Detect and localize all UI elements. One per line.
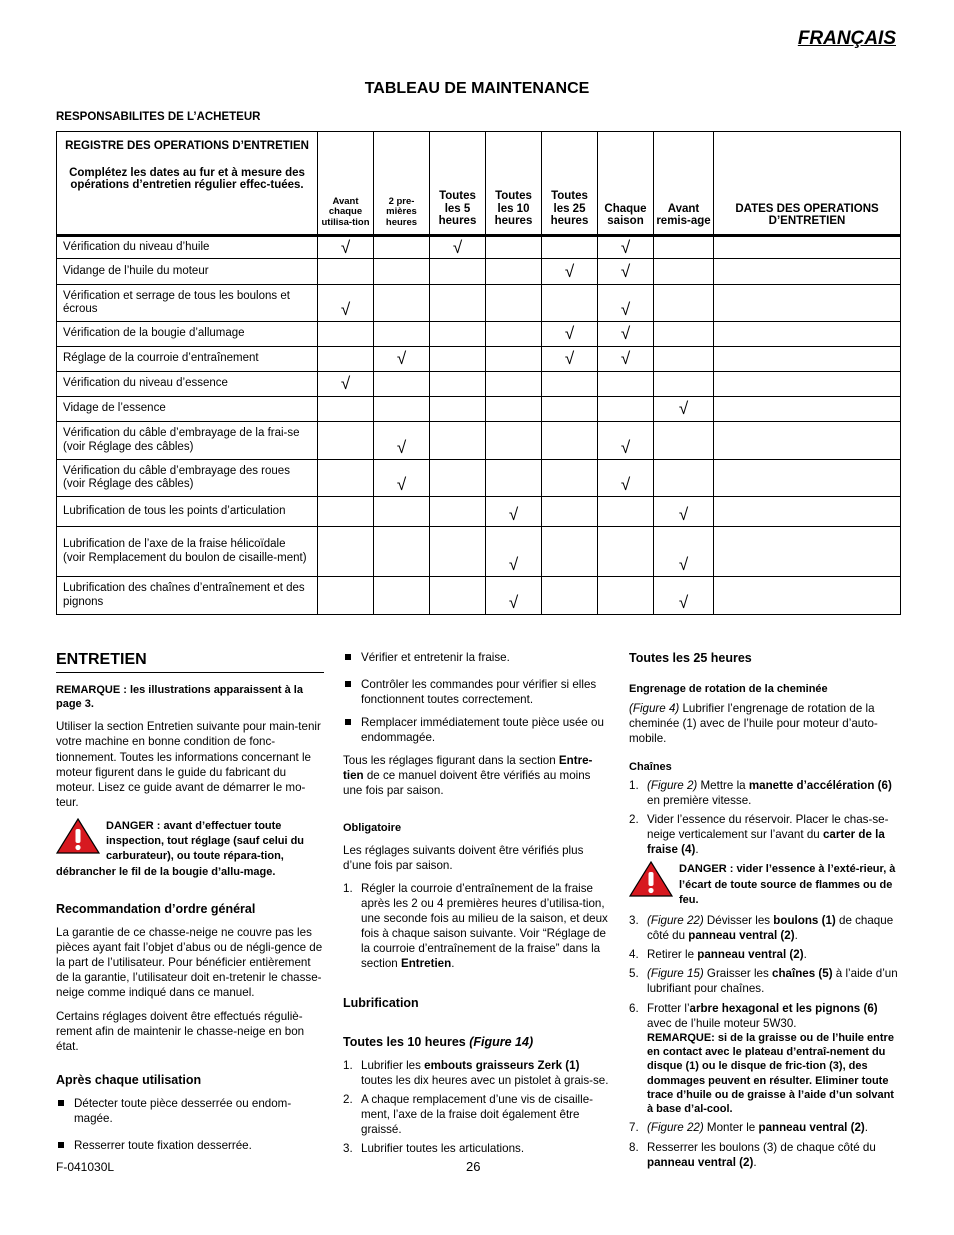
check-cell [654, 460, 714, 497]
check-cell [542, 460, 598, 497]
table-row [57, 397, 901, 422]
check-mark: √ [340, 374, 351, 393]
check-cell [654, 285, 714, 322]
check-cell [430, 347, 486, 372]
check-cell [318, 322, 374, 347]
check-cell [598, 259, 654, 285]
check-cell [374, 460, 430, 497]
warning-icon [629, 861, 673, 897]
check-cell [542, 236, 598, 259]
date-cell[interactable] [714, 259, 901, 285]
table-row [57, 372, 901, 397]
check-cell [318, 422, 374, 460]
check-mark: √ [620, 475, 631, 494]
col-header: Toutes les 25 heures [542, 132, 598, 236]
subheading: Après chaque utilisation [56, 1072, 202, 1087]
check-cell [430, 527, 486, 577]
check-cell [598, 460, 654, 497]
check-mark: √ [620, 300, 631, 319]
check-cell [486, 460, 542, 497]
col-header: Chaque saison [598, 132, 654, 236]
list-item: 3. Lubrifier toutes les articulations. [343, 1142, 525, 1156]
list-item: 1. (Figure 2) Mettre la manette d’accélération (6) en première vitesse. [629, 779, 892, 808]
check-cell [486, 577, 542, 615]
check-cell [654, 322, 714, 347]
check-mark: √ [396, 475, 407, 494]
check-cell [430, 372, 486, 397]
check-cell [374, 372, 430, 397]
check-mark: √ [508, 505, 519, 524]
check-mark: √ [396, 438, 407, 457]
col-header: Toutes les 5 heures [430, 132, 486, 236]
dates-col-header: DATES DES OPERATIONS D’ENTRETIEN [714, 132, 901, 236]
check-cell [598, 527, 654, 577]
check-mark: √ [564, 324, 575, 343]
list-item: 1. Lubrifier les embouts graisseurs Zerk (1) toutes les dix heures avec un pistolet à grais-se. [343, 1058, 609, 1087]
check-cell [318, 397, 374, 422]
list-item: 1. Régler la courroie d’entraînement de la fraise après les 2 ou 4 premières heures d’utilisa-tion, une seconde fois au milieu de la saison, et deux fois à chaque saison suivante. Voir “Réglage de la courroie d’entraînement de la fraise” dans la section Entretien. [343, 881, 608, 971]
col-header: Avant remis-age [654, 132, 714, 236]
date-cell[interactable] [714, 460, 901, 497]
check-cell [486, 527, 542, 577]
check-cell [654, 527, 714, 577]
check-cell [318, 259, 374, 285]
date-cell[interactable] [714, 497, 901, 527]
list-item: 3. (Figure 22) Dévisser les boulons (1) de chaque côté du panneau ventral (2). [629, 914, 894, 943]
date-cell[interactable] [714, 285, 901, 322]
task-cell: Vérification du câble d’embrayage des roues (voir Réglage des câbles) [57, 460, 318, 497]
check-cell [486, 285, 542, 322]
check-cell [598, 577, 654, 615]
check-cell [486, 422, 542, 460]
paragraph: Les réglages suivants doivent être vérifiés plus d’une fois par saison. [343, 843, 584, 872]
check-cell [598, 372, 654, 397]
paragraph: Certains réglages doivent être effectués réguliè-rement afin de maintenir le chasse-neige en bon état. [56, 1009, 305, 1053]
check-cell [430, 285, 486, 322]
maintenance-table [56, 131, 901, 615]
list-item: 6. Frotter l’arbre hexagonal et les pignons (6) avec de l’huile moteur 5W30. REMARQUE: si de la graisse ou de l’huile entre en contact avec le plateau d’entraî-nement du disque (1) ou le disque de fric-tion (3), des dommages peuvent en résulter. Eliminer toute trace d’huile ou de graisse à l’aide d’un solvant à base d’al-cool. [629, 1001, 899, 1117]
check-cell [598, 422, 654, 460]
check-cell [374, 322, 430, 347]
table-row [57, 460, 901, 497]
check-cell [374, 422, 430, 460]
section-heading: ENTRETIEN [56, 650, 324, 673]
table-row [57, 347, 901, 372]
danger-notice [629, 861, 899, 907]
table-row [57, 422, 901, 460]
column-1 [56, 650, 324, 1161]
task-cell: Vérification du niveau d’essence [57, 372, 318, 397]
check-mark: √ [564, 261, 575, 281]
check-mark: √ [620, 324, 631, 343]
list-item: 7. (Figure 22) Monter le panneau ventral (2). [629, 1121, 869, 1135]
check-cell [318, 527, 374, 577]
list-item: Contrôler les commandes pour vérifier si elles fonctionnent toutes correctement. [343, 677, 611, 707]
check-cell [654, 577, 714, 615]
check-cell [486, 259, 542, 285]
check-cell [654, 372, 714, 397]
check-mark: √ [508, 593, 519, 612]
task-cell: Lubrification des chaînes d’entraînement et des pignons [57, 577, 318, 615]
list-item: 2. Vider l’essence du réservoir. Placer le chas-se-neige verticalement sur l’avant du carter de la fraise (4). [629, 813, 889, 857]
subheading: Lubrification [343, 996, 419, 1011]
danger-text: DANGER : vider l’essence à l’exté-rieur, à l’écart de toute source de flammes ou de feu. [679, 863, 896, 906]
remark: REMARQUE : les illustrations apparaissent à la page 3. [56, 683, 303, 711]
check-cell [318, 285, 374, 322]
column-3 [629, 650, 899, 1174]
list-item: Détecter toute pièce desserrée ou endom-magée. [56, 1096, 324, 1126]
check-mark: √ [678, 593, 689, 612]
task-cell: Vérification du niveau d’huile [57, 236, 318, 259]
list-item: Vérifier et entretenir la fraise. [343, 650, 611, 665]
check-cell [318, 460, 374, 497]
paragraph: Tous les réglages figurant dans la section Entre-tien de ce manuel doivent être vérifiés au moins une fois par saison. [343, 754, 593, 798]
task-cell: Lubrification de tous les points d’articulation [57, 497, 318, 527]
check-cell [374, 236, 430, 259]
subheading: Toutes les 25 heures [629, 651, 752, 665]
check-mark: √ [678, 505, 689, 524]
intro-paragraph: Utiliser la section Entretien suivante pour main-tenir votre machine en bonne condition de fonc-tionnement. Toutes les informations concernant le moteur figurent dans le guide du fabricant du moteur. Lisez ce guide avant de démarrer le mo-teur. [56, 720, 321, 809]
page-title: TABLEAU DE MAINTENANCE [364, 80, 590, 97]
task-cell: Lubrification de l’axe de la fraise hélicoïdale (voir Remplacement du boulon de cisaille-ment) [57, 527, 318, 577]
check-cell [598, 397, 654, 422]
check-mark: √ [340, 237, 351, 257]
check-cell [318, 577, 374, 615]
check-cell [598, 347, 654, 372]
date-cell[interactable] [714, 236, 901, 259]
subheading: Engrenage de rotation de la cheminée [629, 683, 828, 696]
remark: REMARQUE: si de la graisse ou de l’huile entre en contact avec le plateau d’entraî-nement du disque (1) ou le disque de fric-tion (3), des dommages peuvent en résulter. Eliminer toute trace d’huile ou de graisse à l’aide d’un solvant à base d’al-cool. [647, 1031, 894, 1116]
check-cell [542, 259, 598, 285]
task-cell: Vidage de l’essence [57, 397, 318, 422]
check-cell [374, 497, 430, 527]
check-mark: √ [678, 555, 689, 574]
paragraph: (Figure 4) Lubrifier l’engrenage de rotation de la cheminée (1) avec de l’huile pour moteur d’auto-mobile. [629, 701, 878, 745]
check-cell [654, 347, 714, 372]
check-cell [598, 497, 654, 527]
check-mark: √ [508, 555, 519, 574]
check-cell [654, 422, 714, 460]
subheading: Obligatoire [343, 821, 402, 834]
check-cell [486, 397, 542, 422]
check-mark: √ [340, 300, 351, 319]
check-cell [598, 285, 654, 322]
danger-notice [56, 818, 324, 879]
task-cell: Vérification du câble d’embrayage de la frai-se (voir Réglage des câbles) [57, 422, 318, 460]
first-col-header [57, 132, 318, 236]
check-cell [542, 322, 598, 347]
list-item: 2. A chaque remplacement d’une vis de cisaille-ment, l’axe de la fraise doit également être graissé. [343, 1092, 593, 1137]
check-mark: √ [452, 237, 463, 257]
check-cell [374, 527, 430, 577]
check-cell [542, 347, 598, 372]
check-cell [430, 397, 486, 422]
date-cell[interactable] [714, 422, 901, 460]
check-cell [430, 236, 486, 259]
list-item: 8. Resserrer les boulons (3) de chaque côté du panneau ventral (2). [629, 1140, 876, 1169]
check-mark: √ [396, 349, 407, 368]
paragraph: La garantie de ce chasse-neige ne couvre pas les pièces ayant fait l’objet d’abus ou de négli-gence de la part de l’utilisateur. Pour bénéficier entièrement de la garantie, l’utilisateur doit en-tretenir le chasse-neige comme indiqué dans ce manuel. [56, 926, 323, 1000]
check-cell [486, 347, 542, 372]
check-cell [430, 460, 486, 497]
check-cell [542, 397, 598, 422]
col-header: Toutes les 10 heures [486, 132, 542, 236]
first-col-subtitle: Complétez les dates au fur et à mesure des opérations d’entretien régulier effec-tuées. [69, 166, 305, 192]
check-cell [430, 577, 486, 615]
check-cell [430, 259, 486, 285]
list-item: 4. Retirer le panneau ventral (2). [629, 948, 807, 962]
check-cell [542, 422, 598, 460]
col-header: 2 pre-mières heures [374, 132, 430, 236]
first-col-title: REGISTRE DES OPERATIONS D’ENTRETIEN [65, 140, 309, 152]
table-row [57, 497, 901, 527]
check-mark: √ [564, 349, 575, 368]
check-cell [374, 397, 430, 422]
check-cell [654, 236, 714, 259]
task-cell: Vérification de la bougie d’allumage [57, 322, 318, 347]
column-2 [343, 650, 611, 1160]
check-cell [486, 497, 542, 527]
table-row [57, 236, 901, 259]
list-item: 5. (Figure 15) Graisser les chaînes (5) à l’aide d’un lubrifiant pour chaînes. [629, 967, 898, 996]
warning-icon [56, 818, 100, 854]
subheading: Chaînes [629, 760, 672, 773]
check-cell [542, 577, 598, 615]
date-cell[interactable] [714, 372, 901, 397]
check-cell [318, 347, 374, 372]
check-cell [318, 372, 374, 397]
check-cell [486, 372, 542, 397]
check-cell [542, 497, 598, 527]
check-cell [374, 577, 430, 615]
table-row [57, 322, 901, 347]
date-cell[interactable] [714, 322, 901, 347]
check-cell [486, 322, 542, 347]
task-cell: Réglage de la courroie d’entraînement [57, 347, 318, 372]
check-cell [542, 285, 598, 322]
check-cell [654, 397, 714, 422]
check-mark: √ [620, 438, 631, 457]
task-cell: Vérification et serrage de tous les boulons et écrous [57, 285, 318, 322]
date-cell[interactable] [714, 397, 901, 422]
responsibility-label: RESPONSABILITES DE L’ACHETEUR [56, 111, 261, 123]
table-row [57, 259, 901, 285]
page-number: 26 [466, 1159, 481, 1174]
language-label: FRANÇAIS [797, 28, 896, 49]
col-header: Avant chaque utilisa-tion [318, 132, 374, 236]
check-cell [654, 259, 714, 285]
date-cell[interactable] [714, 527, 901, 577]
check-cell [430, 497, 486, 527]
date-cell[interactable] [714, 577, 901, 615]
table-row [57, 285, 901, 322]
check-cell [374, 259, 430, 285]
danger-text: DANGER : avant d’effectuer toute inspection, tout réglage (sauf celui du carburateur), ou toute répara-tion, débrancher le fil de la bougie d’allu-mage. [56, 819, 305, 878]
table-row [57, 577, 901, 615]
check-cell [430, 322, 486, 347]
check-cell [374, 347, 430, 372]
subheading: Recommandation d’ordre général [56, 901, 256, 916]
check-cell [486, 236, 542, 259]
check-cell [542, 372, 598, 397]
list-item: Remplacer immédiatement toute pièce usée ou endommagée. [343, 715, 611, 745]
date-cell[interactable] [714, 347, 901, 372]
check-mark: √ [620, 237, 631, 257]
check-mark: √ [620, 261, 631, 281]
check-cell [318, 497, 374, 527]
check-cell [598, 236, 654, 259]
check-cell [598, 322, 654, 347]
check-cell [374, 285, 430, 322]
check-mark: √ [678, 399, 689, 418]
check-mark: √ [620, 349, 631, 368]
check-cell [318, 236, 374, 259]
check-cell [430, 422, 486, 460]
document-code: F-041030L [56, 1160, 115, 1174]
list-item: Resserrer toute fixation desserrée. [56, 1138, 324, 1153]
check-cell [654, 497, 714, 527]
task-cell: Vidange de l’huile du moteur [57, 259, 318, 285]
table-row [57, 527, 901, 577]
subheading: Toutes les 10 heures (Figure 14) [343, 1034, 534, 1049]
check-cell [542, 527, 598, 577]
